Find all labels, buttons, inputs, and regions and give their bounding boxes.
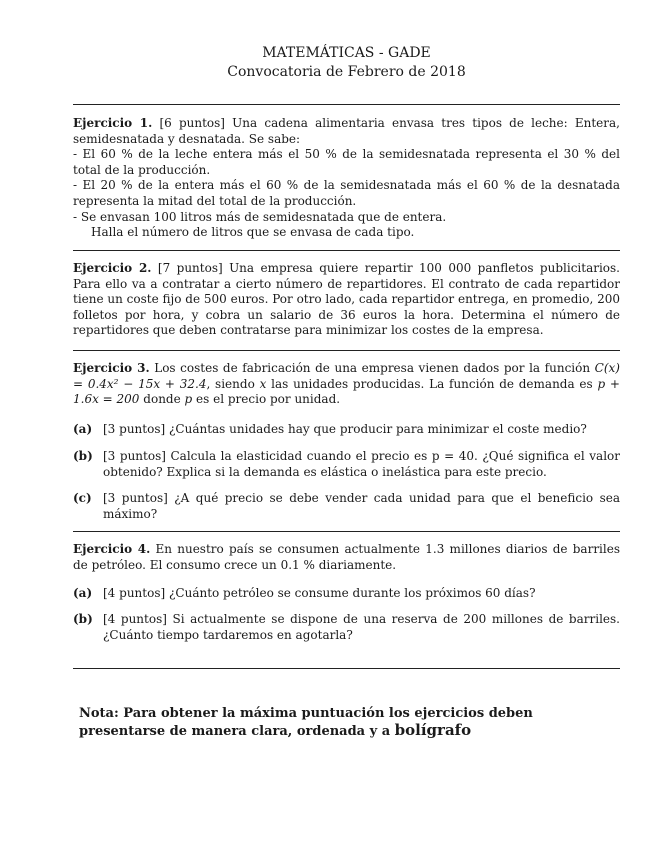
exercise-1-condition-1: - El 60 % de la leche entera más el 50 % de la semidesnatada representa el 30 % del total de la producción. — [73, 147, 620, 177]
exercise-2-text: [7 puntos] Una empresa quiere repartir 100 000 panfletos publicitarios. Para ello va a contratar a cierto número de repartidores. El contrato de cada repartidor tiene un coste fijo de 500 euros. Por otro lado, cada repartidor entrega, en promedio, 200 folletos por hora, y cobra un salario de 36 euros la hora. Determina el número de repartidores que deben contratarse para minimizar los costes de la empresa. — [73, 261, 620, 338]
exercise-3: Ejercicio 3. Los costes de fabricación de una empresa vienen dados por la función C(x) = 0.4x² − 15x + 32.4, siendo x las unidades producidas. La función de demanda es p + 1.6x = 200 donde p es el precio por unidad. — [73, 361, 620, 407]
divider — [73, 250, 620, 251]
exercise-2 — [73, 261, 620, 339]
exercise-1-condition-2: - El 20 % de la entera más el 60 % de la semidesnatada más el 60 % de la desnatada representa la mitad del total de la producción. — [73, 178, 620, 208]
exercise-4-item-b: (b) [4 puntos] Si actualmente se dispone de una reserva de 200 millones de barriles. ¿Cuánto tiempo tardaremos en agotarla? — [73, 612, 620, 642]
exercise-1-condition-3: - Se envasan 100 litros más de semidesnatada que de entera. — [73, 209, 447, 224]
cost-function: C(x) = 0.4x² − 15x + 32.4 — [73, 361, 620, 391]
exercise-4-item-a: (a) [4 puntos] ¿Cuánto petróleo se consume durante los próximos 60 días? — [73, 586, 536, 600]
exercise-4 — [73, 542, 620, 573]
exam-header — [73, 44, 620, 82]
exercise-2-label: Ejercicio 2. — [73, 261, 152, 275]
exercise-3-item-a: (a) [3 puntos] ¿Cuántas unidades hay que producir para minimizar el coste medio? — [73, 422, 587, 436]
divider — [73, 668, 620, 669]
note-emphasis: bolígrafo — [394, 721, 472, 739]
divider — [73, 350, 620, 351]
divider — [73, 531, 620, 532]
exercise-3-label: Ejercicio 3. — [73, 361, 150, 375]
exam-subtitle: Convocatoria de Febrero de 2018 — [227, 64, 466, 80]
exercise-3-item-c: (c) [3 puntos] ¿A qué precio se debe vender cada unidad para que el beneficio sea máximo? — [73, 491, 620, 521]
exercise-1 — [73, 116, 620, 241]
exercise-1-task: Halla el número de litros que se envasa de cada tipo. — [91, 225, 415, 240]
exercise-3-item-b: (b) [3 puntos] Calcula la elasticidad cuando el precio es p = 40. ¿Qué significa el valor obtenido? Explica si la demanda es elástica o inelástica para este precio. — [73, 449, 620, 479]
exam-note: Nota: Para obtener la máxima puntuación los ejercicios deben presentarse de manera clara, ordenada y a bolígrafo — [79, 706, 533, 739]
exam-title: MATEMÁTICAS - GADE — [262, 45, 431, 61]
exercise-4-text: En nuestro país se consumen actualmente 1.3 millones diarios de barriles de petróleo. El consumo crece un 0.1 % diariamente. — [73, 542, 620, 572]
exercise-1-intro: Ejercicio 1. [6 puntos] Una cadena alimentaria envasa tres tipos de leche: Entera, semidesnatada y desnatada. Se sabe: — [73, 116, 620, 146]
exercise-1-label: Ejercicio 1. — [73, 116, 153, 130]
demand-function: p + 1.6x = 200 — [73, 376, 620, 407]
exercise-4-label: Ejercicio 4. — [73, 542, 151, 556]
divider — [73, 104, 620, 105]
